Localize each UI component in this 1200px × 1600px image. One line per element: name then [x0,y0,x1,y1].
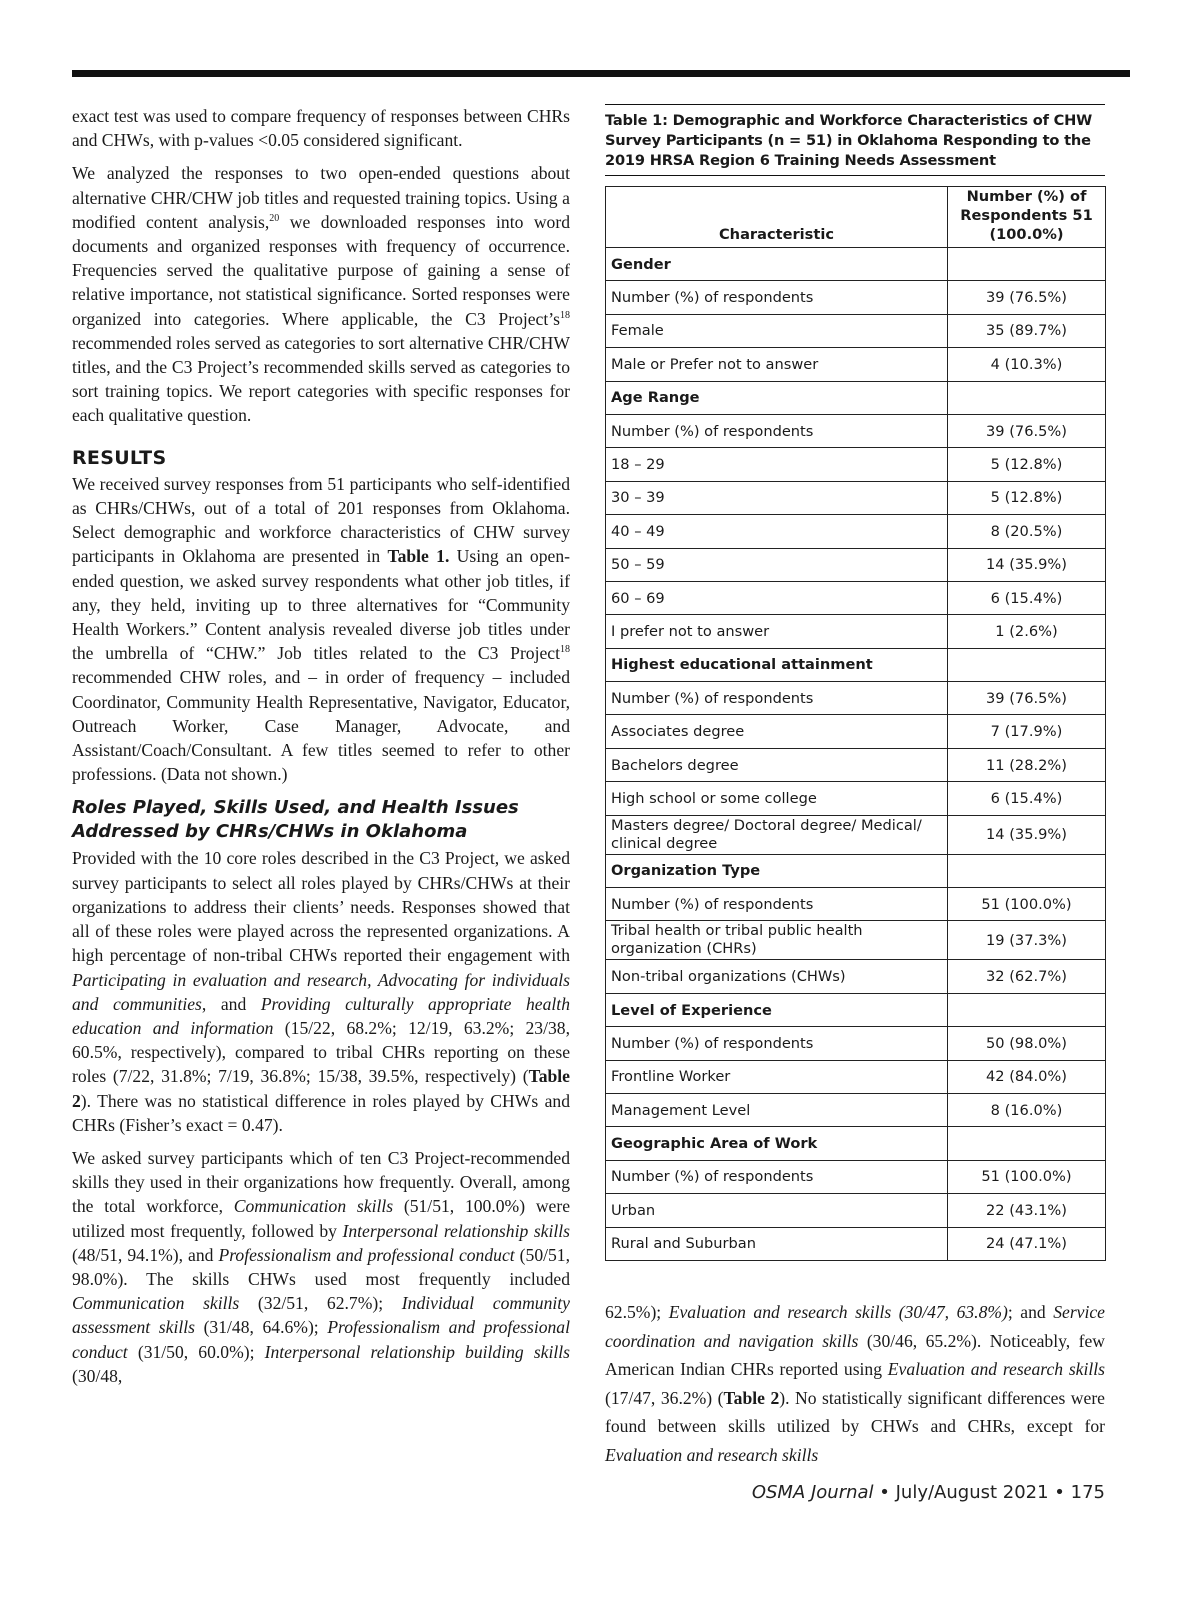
row-value: 5 (12.8%) [948,448,1106,481]
table-row [606,960,1106,993]
table-row [606,1093,1106,1126]
row-label: Tribal health or tribal public health organization (CHRs) [606,921,948,960]
table-row [606,648,1106,681]
row-value: 6 (15.4%) [948,782,1106,815]
paragraph-roles: Provided with the 10 core roles described in the C3 Project, we asked survey participants to select all roles played by CHRs/CHWs at their organizations to address their clients’ needs. Responses showed that all of these roles were played across the represented organizations. A high percentage of non-tribal CHWs reported their engagement with Participating in evaluation and research, Advocating for individuals and communities, and Providing culturally appropriate health education and information (15/22, 68.2%; 12/19, 63.2%; 23/38, 60.5%, respectively), compared to tribal CHRs reporting on these roles (7/22, 31.8%; 7/19, 36.8%; 15/38, 39.5%, respectively) (Table 2). There was no statistical difference in roles played by CHWs and CHRs (Fisher’s exact = 0.47). [72,848,570,1135]
table-row [606,682,1106,715]
header-characteristic: Characteristic [606,187,948,248]
row-value: 32 (62.7%) [948,960,1106,993]
row-label: Non-tribal organizations (CHWs) [606,960,948,993]
table-row [606,854,1106,887]
row-value [948,993,1106,1026]
table-header-row [606,187,1106,248]
row-label: 18 – 29 [606,448,948,481]
table-caption: Table 1: Demographic and Workforce Characteristics of CHW Survey Participants (n = 51) in Oklahoma Responding to the 2019 HRSA Region 6 Training Needs Assessment [605,104,1105,176]
table-row [606,348,1106,381]
row-label: Age Range [606,381,948,414]
table-row [606,1160,1106,1193]
table-row [606,748,1106,781]
row-label: Female [606,314,948,347]
row-label: Bachelors degree [606,748,948,781]
row-value: 42 (84.0%) [948,1060,1106,1093]
journal-name: OSMA Journal [751,1482,874,1503]
paragraph-content-analysis: We analyzed the responses to two open-ended questions about alternative CHR/CHW job titles and requested training topics. Using a modified content analysis,$^{20}$ we downloaded responses into word documents and organized responses with frequency of occurrence. Frequencies served the qualitative purpose of gaining a sense of relative importance, not statistical significance. Sorted responses were organized into categories. Where applicable, the C3 $Project’s^{18}$ recommended roles served as categories to sort alternative CHR/CHW titles, and the C3 Project’s recommended skills served as categories to sort training topics. We report categories with specific responses for each qualitative question. [72,163,571,426]
row-value: 14 (35.9%) [948,815,1106,854]
table-row [606,1227,1106,1260]
header-respondents: Number (%) of Respondents 51 (100.0%) [948,187,1106,248]
row-label: Number (%) of respondents [606,281,948,314]
results-heading: RESULTS [72,446,167,469]
row-label: Urban [606,1194,948,1227]
row-value: 51 (100.0%) [948,888,1106,921]
row-value: 6 (15.4%) [948,581,1106,614]
table-row [606,414,1106,447]
row-label: Geographic Area of Work [606,1127,948,1160]
paragraph-skills: We asked survey participants which of ten C3 Project-recommended skills they used in their organizations how frequently. Overall, among the total workforce, Communication skills (51/51, 100.0%) were utilized most frequently, followed by Interpersonal relationship skills (48/51, 94.1%), and Professionalism and professional conduct (50/51, 98.0%). The skills CHWs used most frequently included Communication skills (32/51, 62.7%); Individual community assessment skills (31/48, 64.6%); Professionalism and professional conduct (31/50, 60.0%); Interpersonal relationship building skills (30/48, [72,1147,571,1386]
roles-subheading: Roles Played, Skills Used, and Health Issues Addressed by CHRs/CHWs in Oklahoma [72,797,519,843]
table-row [606,1027,1106,1060]
row-value: 5 (12.8%) [948,481,1106,514]
table-row [606,1127,1106,1160]
row-label: Highest educational attainment [606,648,948,681]
table-row [606,581,1106,614]
row-value [948,648,1106,681]
right-column-text [605,1298,1105,1470]
table-1-container [605,104,1105,1261]
table-row [606,815,1106,854]
row-value: 8 (16.0%) [948,1093,1106,1126]
row-label: Associates degree [606,715,948,748]
demographics-table [605,186,1106,1261]
table-row [606,615,1106,648]
table-row [606,1194,1106,1227]
row-label: Male or Prefer not to answer [606,348,948,381]
row-value: 1 (2.6%) [948,615,1106,648]
row-label: Number (%) of respondents [606,888,948,921]
table-row [606,993,1106,1026]
row-value: 39 (76.5%) [948,682,1106,715]
row-label: 30 – 39 [606,481,948,514]
row-value: 39 (76.5%) [948,281,1106,314]
row-label: Level of Experience [606,993,948,1026]
row-label: Frontline Worker [606,1060,948,1093]
row-label: Number (%) of respondents [606,1160,948,1193]
row-value: 39 (76.5%) [948,414,1106,447]
row-value: 4 (10.3%) [948,348,1106,381]
row-value: 19 (37.3%) [948,921,1106,960]
table-row [606,281,1106,314]
table-row [606,248,1106,281]
row-value: 8 (20.5%) [948,515,1106,548]
row-value [948,248,1106,281]
row-label: Gender [606,248,948,281]
table-row [606,515,1106,548]
table-row [606,481,1106,514]
table-row [606,448,1106,481]
row-label: Rural and Suburban [606,1227,948,1260]
row-label: Number (%) of respondents [606,682,948,715]
row-label: Number (%) of respondents [606,414,948,447]
row-label: I prefer not to answer [606,615,948,648]
table-body [606,248,1106,1261]
row-value: 14 (35.9%) [948,548,1106,581]
row-value [948,854,1106,887]
row-value [948,1127,1106,1160]
table-row [606,715,1106,748]
paragraph-results: We received survey responses from 51 participants who self-identified as CHRs/CHWs, out of a total of 201 responses from Oklahoma. Select demographic and workforce characteristics of CHW survey participants in Oklahoma are presented in Table 1. Using an open-ended question, we asked survey respondents what other job titles, if any, they held, inviting up to three alternatives for “Community Health Workers.” Content analysis revealed diverse job titles under the umbrella of “CHW.” Job titles related to the C3 Project$^{18}$ recommended CHW roles, and – in order of frequency – included Coordinator, Community Health Representative, Navigator, Educator, Outreach Worker, Case Manager, Advocate, and Assistant/Coach/Consultant. A few titles seemed to refer to other professions. (Data not shown.) [72,473,570,785]
row-label: Organization Type [606,854,948,887]
table-row [606,921,1106,960]
row-value: 22 (43.1%) [948,1194,1106,1227]
table-row [606,381,1106,414]
table-row [606,888,1106,921]
issue-page: • July/August 2021 • 175 [873,1482,1105,1503]
row-value: 11 (28.2%) [948,748,1106,781]
row-label: 60 – 69 [606,581,948,614]
table-row [606,548,1106,581]
row-label: High school or some college [606,782,948,815]
left-column [72,104,570,1388]
row-label: Number (%) of respondents [606,1027,948,1060]
row-value: 50 (98.0%) [948,1027,1106,1060]
table-row [606,782,1106,815]
table-row [606,314,1106,347]
row-value: 24 (47.1%) [948,1227,1106,1260]
row-value: 7 (17.9%) [948,715,1106,748]
table-row [606,1060,1106,1093]
row-label: Management Level [606,1093,948,1126]
header-rule [72,70,1130,77]
row-value: 35 (89.7%) [948,314,1106,347]
page-footer [752,1482,1105,1503]
row-label: Masters degree/ Doctoral degree/ Medical/ clinical degree [606,815,948,854]
row-label: 40 – 49 [606,515,948,548]
row-label: 50 – 59 [606,548,948,581]
paragraph-methods-end: exact test was used to compare frequency of responses between CHRs and CHWs, with p-values <0.05 considered significant. [72,106,570,151]
row-value: 51 (100.0%) [948,1160,1106,1193]
row-value [948,381,1106,414]
paragraph-skills-continued: 62.5%); Evaluation and research skills (30/47, 63.8%); and Service coordination and navigation skills (30/46, 65.2%). Noticeably, few American Indian CHRs reported using Evaluation and research skills (17/47, 36.2%) (Table 2). No statistically significant differences were found between skills utilized by CHWs and CHRs, except for Evaluation and research skills [605,1302,1105,1465]
